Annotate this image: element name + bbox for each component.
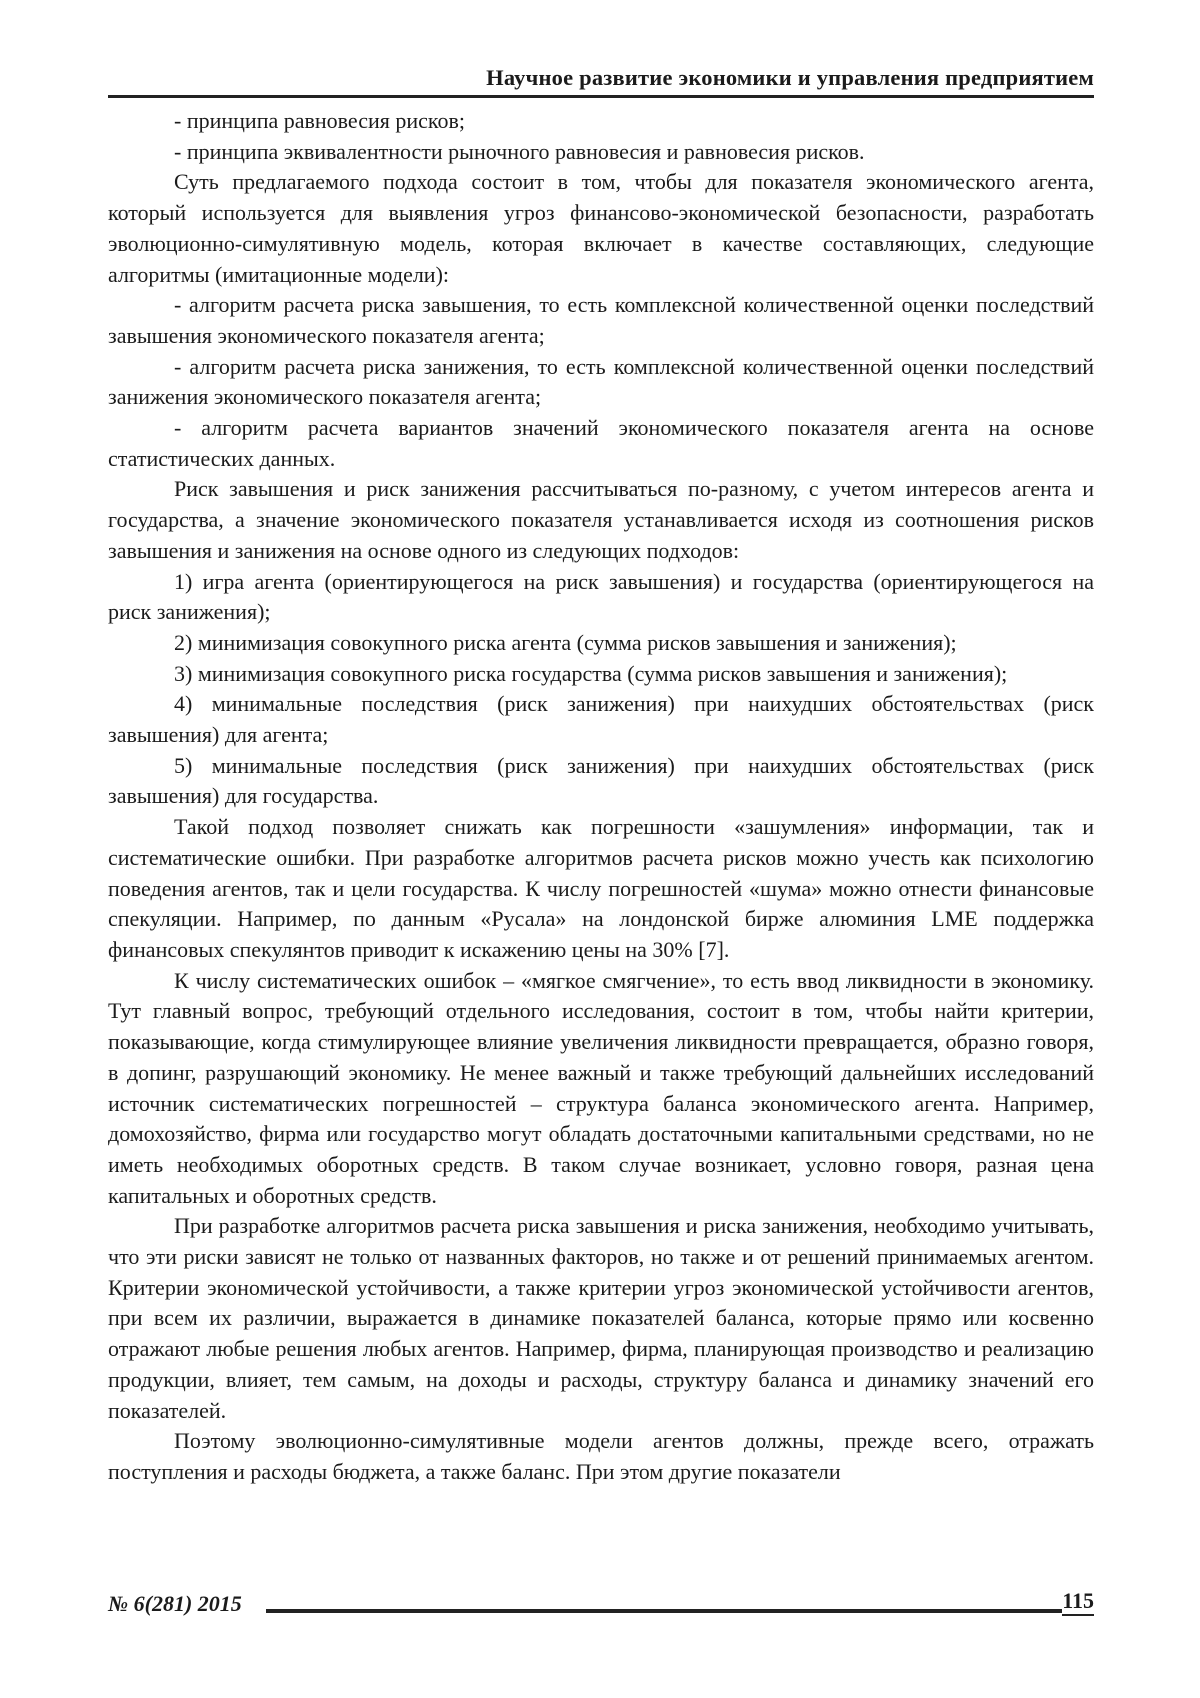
paragraph: При разработке алгоритмов расчета риска завышения и риска занижения, необходимо учитывать, что эти риски зависят не только от названных факторов, но также и от решений принимаемых агентом. Критерии экономической устойчивости, а также критерии угроз экономической устойчивости агентов, при всем их различии, выражается в динамике показателей баланса, которые прямо или косвенно отражают любые решения любых агентов. Например, фирма, планирующая производство и реализацию продукции, влияет, тем самым, на доходы и расходы, структуру баланса и динамику значений его показателей. xyxy=(108,1213,1094,1423)
paragraph: Поэтому эволюционно-симулятивные модели агентов должны, прежде всего, отражать поступления и расходы бюджета, а также баланс. При этом другие показатели xyxy=(108,1428,1094,1484)
paragraph: - алгоритм расчета вариантов значений экономического показателя агента на основе статистических данных. xyxy=(108,415,1094,471)
paragraph: Риск завышения и риск занижения рассчитываться по-разному, с учетом интересов агента и государства, а значение экономического показателя устанавливается исходя из соотношения рисков завышения и занижения на основе одного из следующих подходов: xyxy=(108,476,1094,563)
paragraph: 3) минимизация совокупного риска государства (сумма рисков завышения и занижения); xyxy=(174,660,1008,686)
paragraph: 1) игра агента (ориентирующегося на риск завышения) и государства (ориентирующегося на риск занижения); xyxy=(108,568,1094,625)
running-header-title: Научное развитие экономики и управления предприятием xyxy=(486,65,1094,90)
paragraph: Суть предлагаемого подхода состоит в том, чтобы для показателя экономического агента, который используется для выявления угроз финансово-экономической безопасности, разработать эволюционно-симулятивную модель, которая включает в качестве составляющих, следующие алгоритмы (имитационные модели): xyxy=(108,169,1094,287)
article-body xyxy=(108,106,1094,1488)
page-footer xyxy=(108,1589,1094,1616)
journal-issue: № 6(281) 2015 xyxy=(108,1591,242,1616)
paragraph: - принципа равновесия рисков; xyxy=(174,108,465,133)
footer-rule xyxy=(266,1609,1062,1613)
paragraph: Такой подход позволяет снижать как погрешности «зашумления» информации, так и систематические ошибки. При разработке алгоритмов расчета рисков можно учесть как психологию поведения агентов, так и цели государства. К числу погрешностей «шума» можно отнести финансовые спекуляции. Например, по данным «Русала» на лондонской бирже алюминия LME поддержка финансовых спекулянтов приводит к искажению цены на 30% [7]. xyxy=(108,814,1094,962)
page-number: 115 xyxy=(1062,1589,1094,1616)
paragraph: - алгоритм расчета риска завышения, то есть комплексной количественной оценки последствий завышения экономического показателя агента; xyxy=(108,292,1094,348)
paragraph: К числу систематических ошибок – «мягкое смягчение», то есть ввод ликвидности в экономику. Тут главный вопрос, требующий отдельного исследования, состоит в том, чтобы найти критерии, показывающие, когда стимулирующее влияние увеличения ликвидности превращается, образно говоря, в допинг, разрушающий экономику. Не менее важный и также требующий дальнейших исследований источник систематических погрешностей – структура баланса экономического агента. Например, домохозяйство, фирма или государство могут обладать достаточными капитальными средствами, но не иметь необходимых оборотных средств. В таком случае возникает, условно говоря, разная цена капитальных и оборотных средств. xyxy=(108,967,1094,1208)
paragraph: 5) минимальные последствия (риск занижения) при наихудших обстоятельствах (риск завышения) для государства. xyxy=(108,752,1094,809)
paragraph: - алгоритм расчета риска занижения, то есть комплексной количественной оценки последствий занижения экономического показателя агента; xyxy=(108,353,1094,410)
paragraph: 4) минимальные последствия (риск занижения) при наихудших обстоятельствах (риск завышения) для агента; xyxy=(108,691,1094,748)
running-header xyxy=(108,66,1094,98)
paragraph: - принципа эквивалентности рыночного равновесия и равновесия рисков. xyxy=(174,138,865,164)
paragraph: 2) минимизация совокупного риска агента (сумма рисков завышения и занижения); xyxy=(174,629,957,655)
